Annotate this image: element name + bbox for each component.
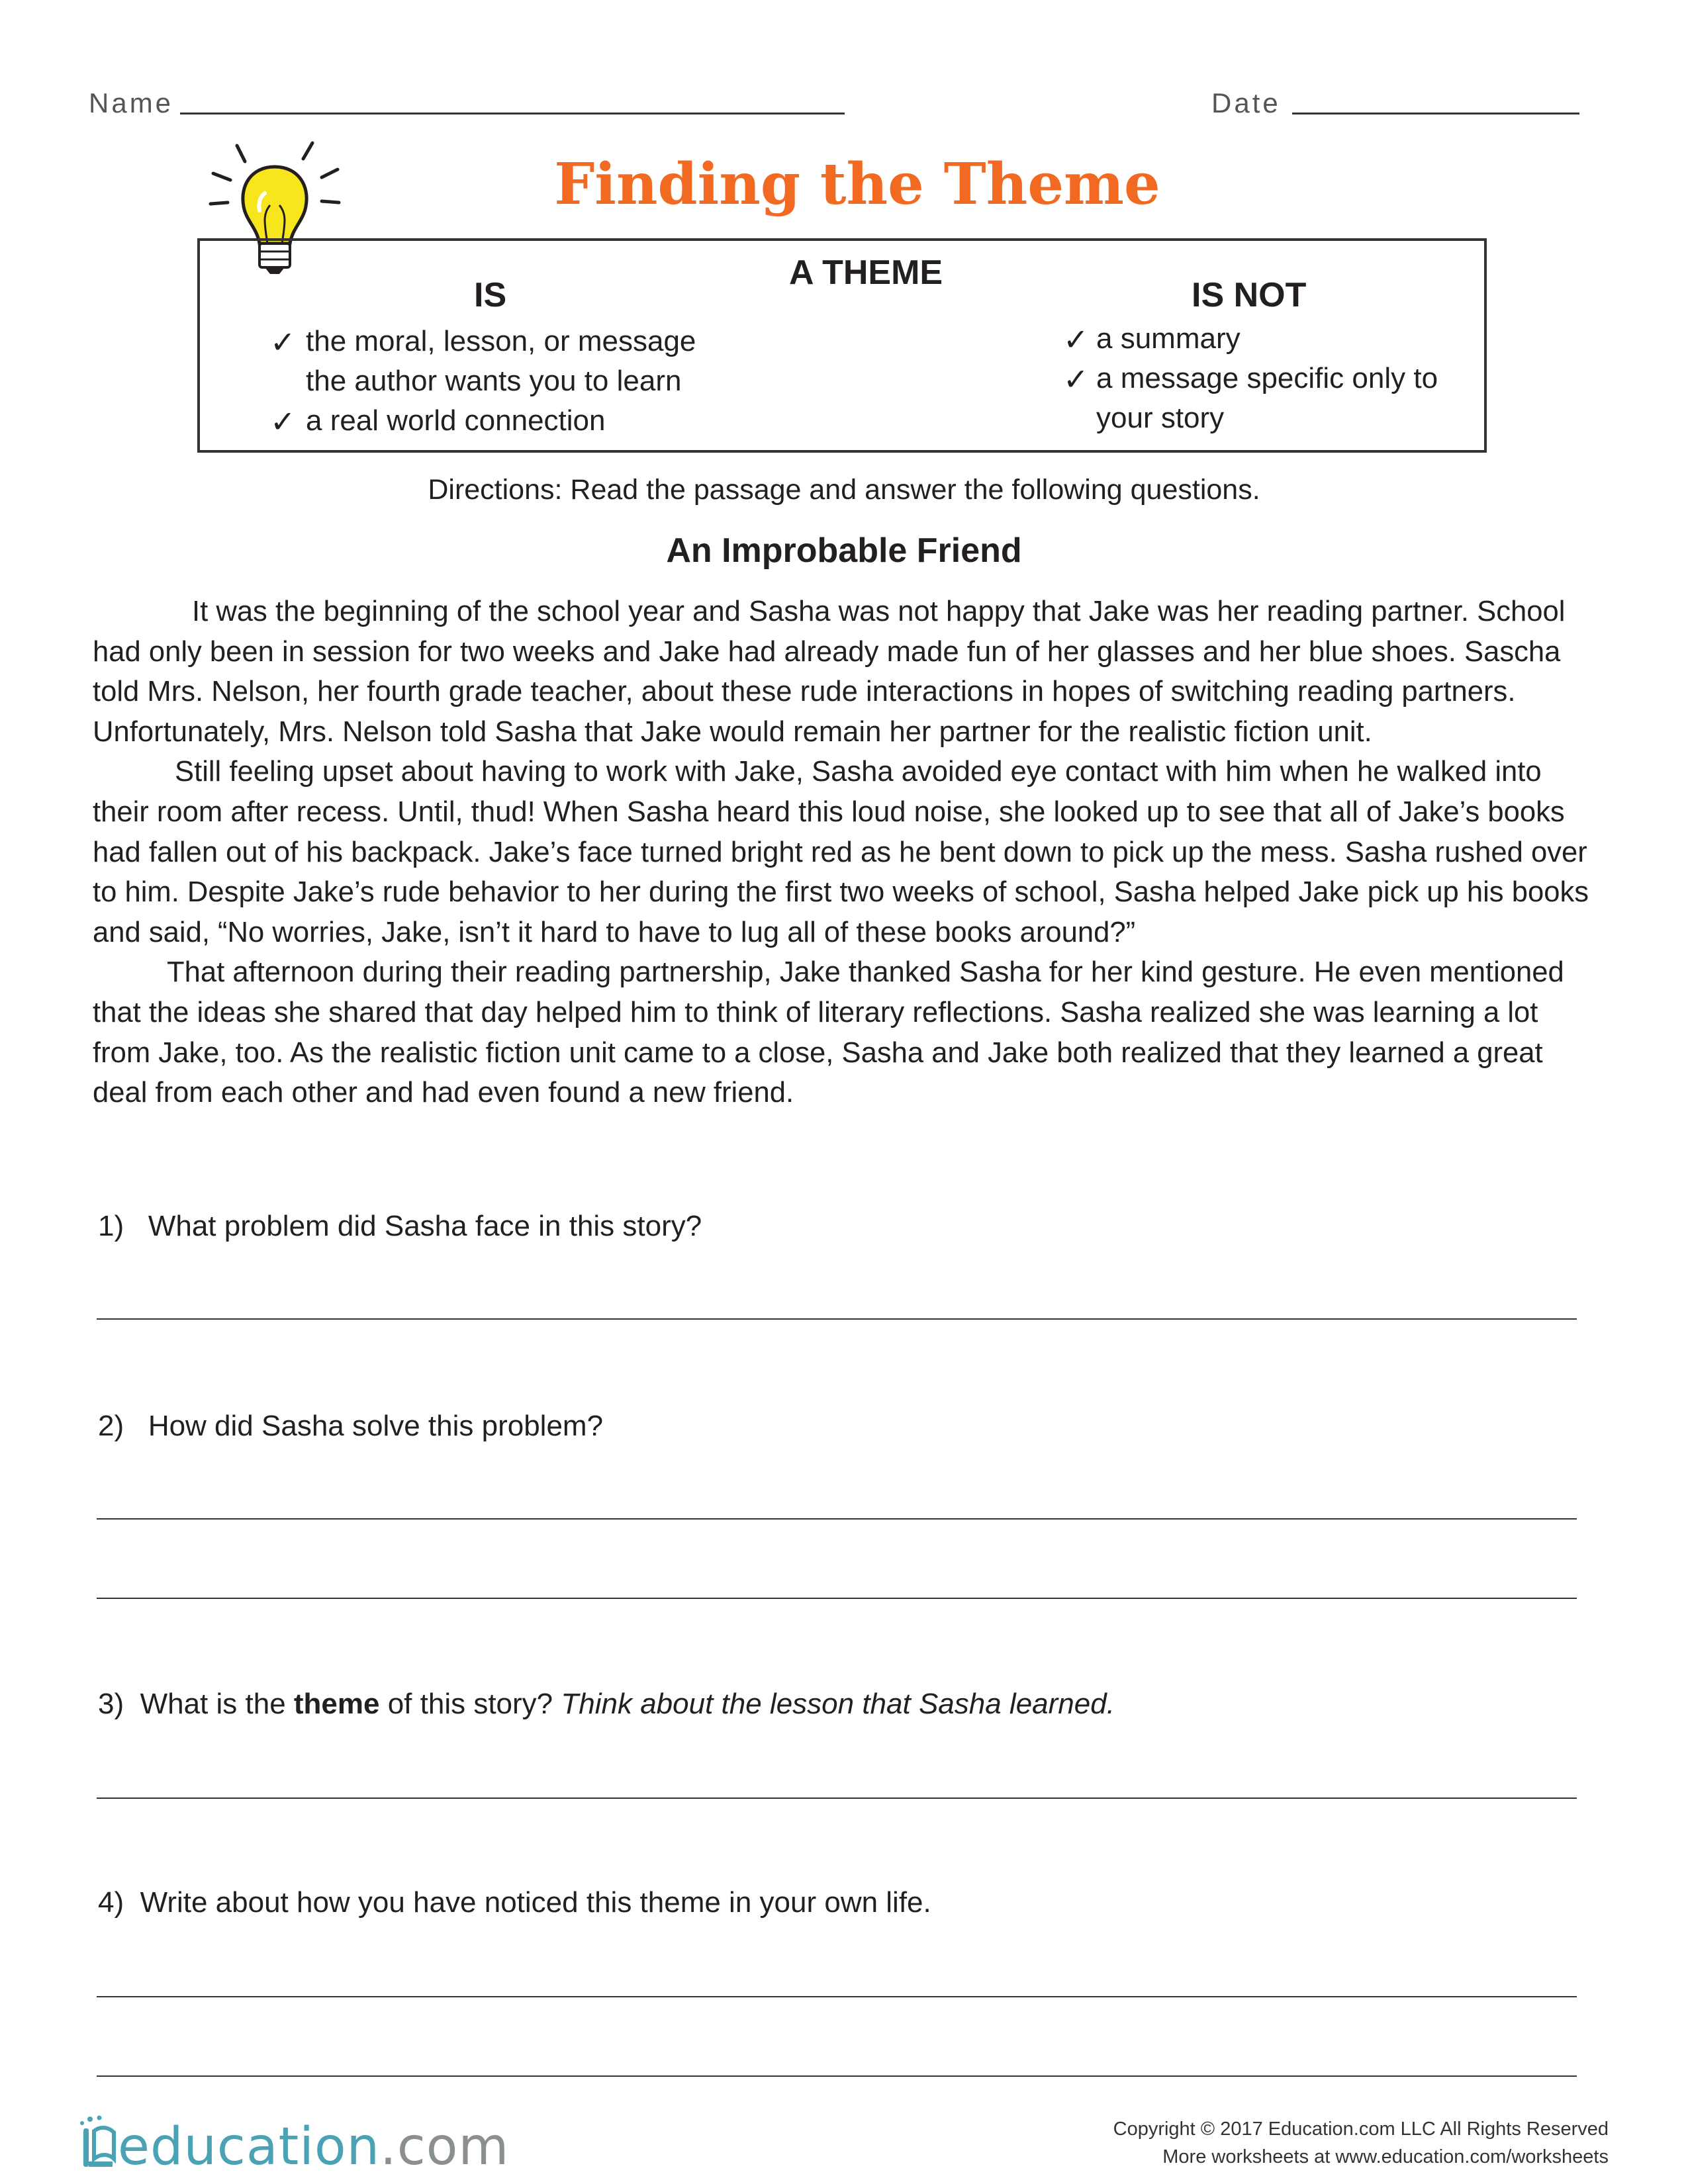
answer-line[interactable]: [97, 1996, 1577, 1997]
date-field-line[interactable]: [1292, 113, 1579, 114]
copyright-text: Copyright © 2017 Education.com LLC All Rights Reserved: [1113, 2118, 1609, 2140]
answer-line[interactable]: [97, 1598, 1577, 1599]
story-paragraph: Still feeling upset about having to work with Jake, Sasha avoided eye contact with him when he walked into their room after recess. Until, thud! When Sasha heard this loud noise, she looked up to see that all of Jake’s books had fallen out of his backpack. Jake’s face turned bright red as he bent down to pick up the mess. Sasha rushed over to him. Despite Jake’s rude behavior to her during the first two weeks of school, Sasha helped Jake pick up his books and said, “No worries, Jake, isn’t it hard to have to lug all of these books around?”: [93, 756, 1589, 948]
is-not-heading: IS NOT: [1192, 276, 1307, 314]
footer: [1113, 2115, 1609, 2171]
a-theme-heading: A THEME: [789, 253, 943, 292]
is-item: the moral, lesson, or message: [306, 325, 696, 357]
answer-line[interactable]: [97, 1318, 1577, 1320]
answer-line[interactable]: [97, 1797, 1577, 1799]
directions-text: Directions: Read the passage and answer the following questions.: [428, 474, 1260, 506]
answer-line[interactable]: [97, 2075, 1577, 2077]
question-number: 2): [98, 1410, 124, 1442]
question-number: 1): [98, 1210, 124, 1242]
question-2: [98, 1410, 603, 1443]
is-heading: IS: [474, 276, 507, 314]
checkmark-icon: ✓: [1063, 361, 1089, 397]
question-text: What problem did Sasha face in this story?: [148, 1210, 702, 1242]
story-paragraph: It was the beginning of the school year and Sasha was not happy that Jake was her reading partner. School had only been in session for two weeks and Jake had already made fun of her glasses and her blue shoes. Sascha told Mrs. Nelson, her fourth grade teacher, about these rude interactions in hopes of switching reading partners. Unfortunately, Mrs. Nelson told Sasha that Jake would remain her partner for the realistic fiction unit.: [93, 596, 1566, 748]
checkmark-icon: ✓: [270, 404, 296, 439]
story-paragraph: That afternoon during their reading partnership, Jake thanked Sasha for her kind gesture. He even mentioned that the ideas she shared that day helped him to think of literary reflections. Sasha realized she was learning a lot from Jake, too. As the realistic fiction unit came to a close, Sasha and Jake both realized that they learned a great deal from each other and had even found a new friend.: [93, 956, 1564, 1109]
logo-text: education: [118, 2117, 381, 2177]
question-number: 4): [98, 1886, 124, 1919]
worksheet-title: Finding the Theme: [554, 151, 1160, 218]
name-label: Name: [89, 87, 174, 118]
theme-definition-box: [197, 238, 1487, 453]
question-hint: Think about the lesson that Sasha learned.: [561, 1688, 1115, 1720]
more-worksheets-link[interactable]: More worksheets at www.education.com/worksheets: [1162, 2146, 1609, 2167]
name-field-line[interactable]: [180, 113, 845, 114]
is-item: a real world connection: [306, 404, 606, 437]
question-text: What is the: [140, 1688, 294, 1720]
question-number: 3): [98, 1688, 124, 1720]
question-1: [98, 1210, 702, 1243]
story-passage: [93, 592, 1597, 1113]
checkmark-icon: ✓: [270, 324, 296, 360]
question-4: [98, 1886, 931, 1919]
education-com-logo: [78, 2115, 509, 2177]
is-item: the author wants you to learn: [306, 365, 682, 397]
logo-suffix: .com: [380, 2117, 510, 2177]
story-title: An Improbable Friend: [666, 531, 1022, 570]
open-book-icon: [78, 2115, 118, 2171]
is-not-item: your story: [1096, 402, 1225, 434]
is-not-item: a summary: [1096, 322, 1241, 355]
question-text: Write about how you have noticed this theme in your own life.: [140, 1886, 931, 1919]
is-not-item: a message specific only to: [1096, 362, 1438, 394]
checkmark-icon: ✓: [1063, 322, 1089, 357]
question-3: [98, 1688, 1115, 1721]
answer-line[interactable]: [97, 1518, 1577, 1520]
date-label: Date: [1211, 87, 1281, 118]
question-text: How did Sasha solve this problem?: [148, 1410, 604, 1442]
question-bold-term: theme: [293, 1688, 380, 1720]
question-text: of this story?: [379, 1688, 561, 1720]
